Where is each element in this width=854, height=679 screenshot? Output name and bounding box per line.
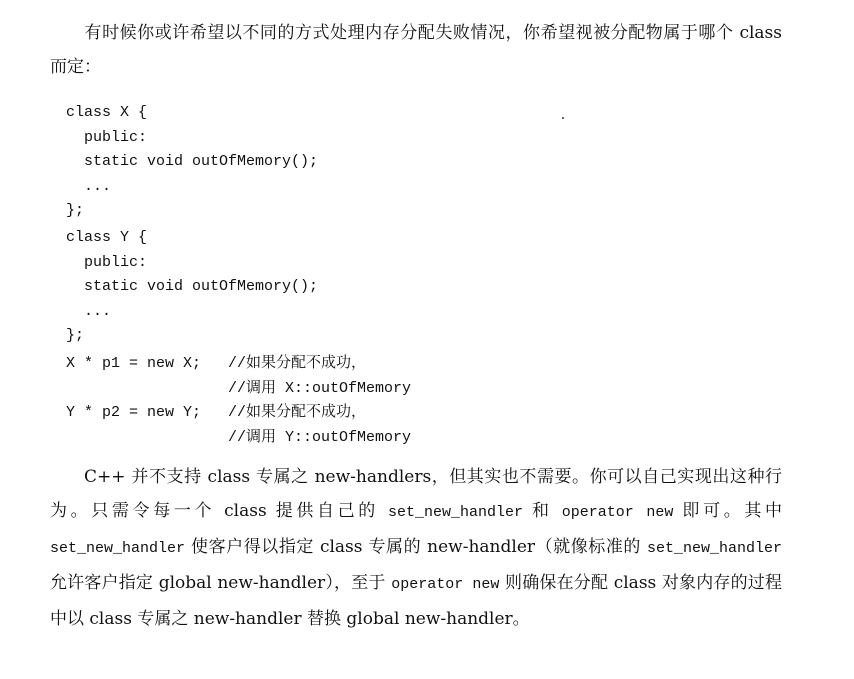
- code-operator-new: operator new: [561, 504, 674, 521]
- body-text-6: 则确保在分配 class 对象内存的过程中以 class 专属之 new-handler 替换 global new-handler。: [50, 573, 782, 629]
- code-set-new-handler: set_new_handler: [387, 504, 523, 521]
- code-block-class-y: class Y { public: static void outOfMemory(); ... };: [66, 229, 319, 344]
- body-text-4: 使客户得以指定 class 专属的 new-handler（就像标准的: [185, 537, 647, 557]
- code-block-class-x: class X { public: static void outOfMemory(); ... };: [66, 104, 319, 219]
- body-text-5: 允许客户指定 global new-handler），至于: [50, 573, 392, 593]
- code-set-new-handler: set_new_handler: [50, 540, 186, 557]
- code-operator-new: operator new: [391, 576, 500, 593]
- intro-text: 有时候你或许希望以不同的方式处理内存分配失败情况，你希望视被分配物属于哪个 class 而定：: [50, 23, 782, 77]
- scan-speck: [562, 117, 564, 119]
- body-text-3: 即可。其中: [673, 501, 782, 521]
- code-block-pointers: X * p1 = new X; //如果分配不成功， //调用 X::outOfMemory Y * p2 = new Y; //如果分配不成功， //调用 Y::outOfMemory: [66, 355, 412, 446]
- code-set-new-handler: set_new_handler: [646, 540, 782, 557]
- body-text-1: C++ 并不支持 class 专属之 new-handlers，但其实也不需要。你可以自己实现出这种行为。只需令每一个 class 提供自己的: [50, 467, 782, 521]
- body-text-2: 和: [523, 501, 562, 521]
- intro-paragraph: [50, 16, 782, 84]
- body-paragraph: [50, 460, 782, 636]
